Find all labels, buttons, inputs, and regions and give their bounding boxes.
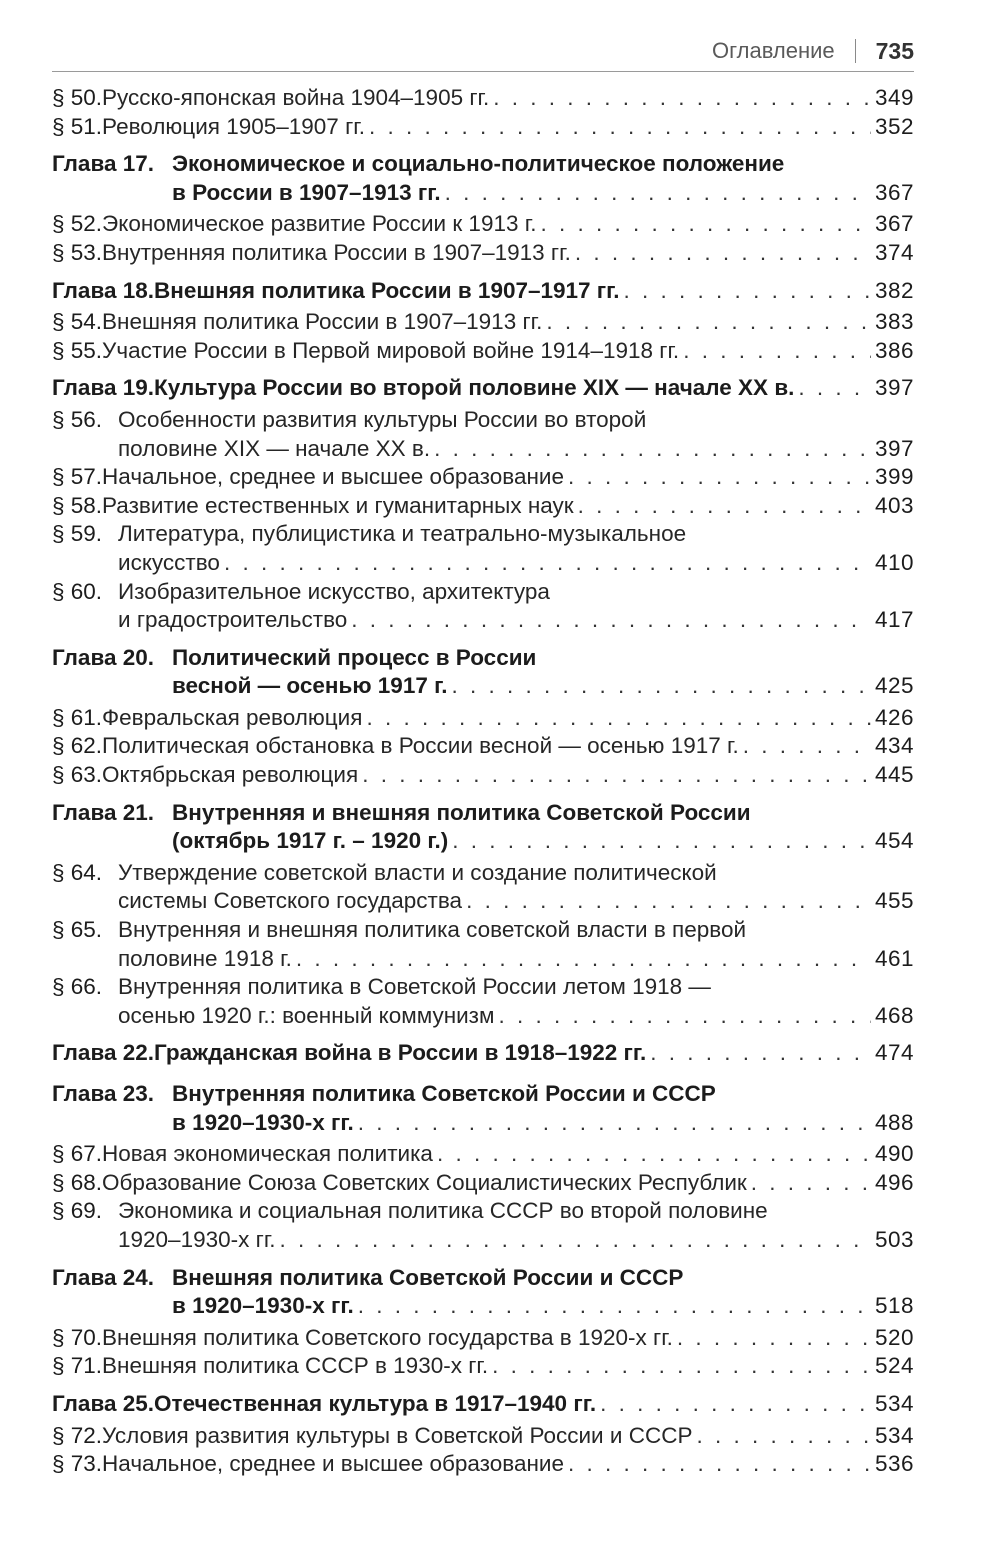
dot-leader xyxy=(437,1140,871,1169)
section-title: Утверждение советской власти и создание политической xyxy=(118,859,717,885)
toc-section-entry[interactable] xyxy=(52,916,914,973)
section-title: Литература, публицистика и театрально-музыкальное xyxy=(118,521,687,547)
chapter-number: Глава 25. xyxy=(52,1390,155,1416)
toc-section-entry[interactable] xyxy=(52,732,914,761)
toc-line xyxy=(52,1039,914,1068)
toc-page-number: 445 xyxy=(874,762,914,788)
chapter-title: в России в 1907–1913 гг. xyxy=(172,179,441,205)
dot-leader xyxy=(540,210,871,239)
chapter-spacer xyxy=(52,1071,914,1080)
section-title: Участие России в Первой мировой войне 1914–1918 гг. xyxy=(102,337,680,363)
section-title: Особенности развития культуры России во второй xyxy=(118,406,647,432)
toc-section-entry[interactable] xyxy=(52,1324,914,1353)
chapter-title: Внешняя политика Советской России и СССР xyxy=(172,1264,684,1290)
chapter-number: Глава 22. xyxy=(52,1040,155,1066)
toc-page-number: 397 xyxy=(874,375,914,401)
section-title: половине XIX — начале XX в. xyxy=(118,435,431,461)
toc-line xyxy=(52,704,914,733)
chapter-spacer xyxy=(52,790,914,799)
chapter-number: Глава 18. xyxy=(52,277,155,303)
dot-leader xyxy=(351,606,871,635)
section-number: § 69. xyxy=(52,1198,103,1224)
toc-section-entry[interactable] xyxy=(52,1352,914,1381)
table-of-contents xyxy=(52,84,914,1479)
toc-page-number: 455 xyxy=(874,888,914,914)
chapter-spacer xyxy=(52,141,914,150)
toc-section-entry[interactable] xyxy=(52,520,914,577)
toc-line xyxy=(52,916,914,945)
toc-page-number: 520 xyxy=(874,1324,914,1350)
section-title: Новая экономическая политика xyxy=(102,1141,433,1167)
toc-page-number: 434 xyxy=(874,733,914,759)
dot-leader xyxy=(369,113,871,142)
chapter-number: Глава 20. xyxy=(52,644,155,670)
running-head xyxy=(712,36,914,66)
dot-leader xyxy=(650,1039,871,1068)
toc-page-number: 534 xyxy=(874,1422,914,1448)
dot-leader xyxy=(696,1422,871,1451)
section-number: § 68. xyxy=(52,1169,103,1195)
dot-leader xyxy=(358,1109,871,1138)
toc-line xyxy=(52,761,914,790)
toc-page-number: 518 xyxy=(874,1293,914,1319)
section-title: Внешняя политика СССР в 1930-х гг. xyxy=(102,1353,489,1379)
section-number: § 60. xyxy=(52,578,103,604)
toc-section-entry[interactable] xyxy=(52,84,914,113)
toc-line xyxy=(52,1080,914,1109)
dot-leader xyxy=(224,549,871,578)
dot-leader xyxy=(451,672,870,701)
section-title: Экономика и социальная политика СССР во второй половине xyxy=(118,1198,768,1224)
section-number: § 53. xyxy=(52,239,103,265)
toc-page-number: 383 xyxy=(874,309,914,335)
dot-leader xyxy=(466,887,871,916)
dot-leader xyxy=(624,277,871,306)
chapter-spacer xyxy=(52,365,914,374)
toc-page-number: 468 xyxy=(874,1002,914,1028)
toc-line xyxy=(52,492,914,521)
chapter-spacer xyxy=(52,1381,914,1390)
chapter-title: в 1920–1930-х гг. xyxy=(172,1109,354,1135)
dot-leader xyxy=(798,374,871,403)
toc-chapter-entry[interactable] xyxy=(52,644,914,701)
section-number: § 51. xyxy=(52,113,103,139)
section-title: половине 1918 г. xyxy=(118,945,292,971)
toc-page-number: 503 xyxy=(874,1226,914,1252)
chapter-title: Внутренняя политика Советской России и СССР xyxy=(172,1081,716,1106)
toc-line xyxy=(52,374,914,403)
toc-line xyxy=(52,520,914,549)
dot-leader xyxy=(280,1226,871,1255)
chapter-title: Гражданская война в России в 1918–1922 гг. xyxy=(154,1040,647,1066)
toc-page-number: 352 xyxy=(874,113,914,139)
toc-line xyxy=(52,945,914,974)
toc-page-number: 425 xyxy=(874,673,914,699)
toc-line xyxy=(52,1169,914,1198)
section-title: Октябрьская революция xyxy=(102,762,359,788)
toc-section-entry[interactable] xyxy=(52,210,914,239)
section-title: Внешняя политика Советского государства в 1920-х гг. xyxy=(102,1324,673,1350)
dot-leader xyxy=(568,1450,871,1479)
toc-chapter-entry[interactable] xyxy=(52,150,914,207)
toc-line xyxy=(52,463,914,492)
toc-page-number: 399 xyxy=(874,464,914,490)
section-title: и градостроительство xyxy=(118,607,348,633)
dot-leader xyxy=(600,1390,871,1419)
section-number: § 71. xyxy=(52,1353,103,1379)
toc-chapter-entry[interactable] xyxy=(52,277,914,306)
toc-page-number: 374 xyxy=(874,239,914,265)
section-title: системы Советского государства xyxy=(118,888,463,914)
chapter-number: Глава 23. xyxy=(52,1081,155,1106)
toc-section-entry[interactable] xyxy=(52,1169,914,1198)
toc-line xyxy=(52,239,914,268)
section-title: искусство xyxy=(118,549,220,575)
chapter-number: Глава 17. xyxy=(52,151,155,177)
toc-line xyxy=(52,1292,914,1321)
toc-section-entry[interactable] xyxy=(52,1422,914,1451)
toc-section-entry[interactable] xyxy=(52,1197,914,1254)
toc-line xyxy=(52,210,914,239)
section-title: Экономическое развитие России к 1913 г. xyxy=(102,211,537,237)
toc-page-number: 461 xyxy=(874,945,914,971)
toc-line xyxy=(52,973,914,1002)
dot-leader xyxy=(546,308,871,337)
toc-section-entry[interactable] xyxy=(52,704,914,733)
toc-line xyxy=(52,84,914,113)
dot-leader xyxy=(493,84,871,113)
section-number: § 65. xyxy=(52,917,103,943)
section-number: § 59. xyxy=(52,521,103,547)
section-title: Начальное, среднее и высшее образование xyxy=(102,464,564,490)
toc-page-number: 367 xyxy=(874,211,914,237)
running-head-divider xyxy=(855,39,856,63)
toc-section-entry[interactable] xyxy=(52,492,914,521)
toc-chapter-entry[interactable] xyxy=(52,1080,914,1137)
section-title: Внутренняя политика России в 1907–1913 гг. xyxy=(102,239,571,265)
chapter-title: Отечественная культура в 1917–1940 гг. xyxy=(154,1390,597,1416)
toc-section-entry[interactable] xyxy=(52,239,914,268)
section-title: Политическая обстановка в России весной — осенью 1917 г. xyxy=(102,733,739,759)
toc-page-number: 524 xyxy=(874,1353,914,1379)
dot-leader xyxy=(683,337,871,366)
toc-chapter-entry[interactable] xyxy=(52,1390,914,1419)
chapter-spacer xyxy=(52,635,914,644)
toc-section-entry[interactable] xyxy=(52,1140,914,1169)
toc-line xyxy=(52,277,914,306)
toc-page-number: 397 xyxy=(874,435,914,461)
toc-page-number: 474 xyxy=(874,1040,914,1066)
chapter-title: Экономическое и социально-политическое положение xyxy=(172,151,785,177)
toc-line xyxy=(52,1324,914,1353)
section-number: § 70. xyxy=(52,1324,103,1350)
section-number: § 61. xyxy=(52,704,103,730)
toc-line xyxy=(52,1226,914,1255)
toc-line xyxy=(52,1264,914,1293)
section-title: Русско-японская война 1904–1905 гг. xyxy=(102,85,490,110)
toc-line xyxy=(52,799,914,828)
chapter-title: Внутренняя и внешняя политика Советской России xyxy=(172,799,751,825)
section-title: Развитие естественных и гуманитарных наук xyxy=(102,492,574,518)
chapter-title: Политический процесс в России xyxy=(172,644,537,670)
toc-page-number: 454 xyxy=(874,828,914,854)
chapter-title: Культура России во второй половине XIX — начале XX в. xyxy=(154,375,795,401)
section-number: § 73. xyxy=(52,1451,103,1477)
toc-line xyxy=(52,150,914,179)
chapter-number: Глава 24. xyxy=(52,1264,155,1290)
toc-line xyxy=(52,1002,914,1031)
toc-page-number: 386 xyxy=(874,337,914,363)
dot-leader xyxy=(751,1169,871,1198)
running-head-title: Оглавление xyxy=(711,38,835,63)
toc-line xyxy=(52,337,914,366)
dot-leader xyxy=(498,1002,870,1031)
section-number: § 72. xyxy=(52,1422,103,1448)
section-number: § 66. xyxy=(52,974,103,1000)
toc-line xyxy=(52,406,914,435)
toc-line xyxy=(52,606,914,635)
section-number: § 58. xyxy=(52,492,103,518)
toc-section-entry[interactable] xyxy=(52,406,914,463)
section-number: § 54. xyxy=(52,309,103,335)
chapter-title: Внешняя политика России в 1907–1917 гг. xyxy=(154,277,620,303)
chapter-title: (октябрь 1917 г. – 1920 г.) xyxy=(172,828,449,854)
toc-line xyxy=(52,179,914,208)
section-title: Революция 1905–1907 гг. xyxy=(102,113,365,139)
dot-leader xyxy=(358,1292,871,1321)
toc-section-entry[interactable] xyxy=(52,859,914,916)
dot-leader xyxy=(492,1352,871,1381)
section-title: Начальное, среднее и высшее образование xyxy=(102,1451,564,1477)
chapter-spacer xyxy=(52,1030,914,1039)
toc-line xyxy=(52,1390,914,1419)
toc-section-entry[interactable] xyxy=(52,761,914,790)
dot-leader xyxy=(677,1324,871,1353)
section-number: § 55. xyxy=(52,337,103,363)
toc-page-number: 496 xyxy=(874,1169,914,1195)
toc-line xyxy=(52,578,914,607)
toc-page-number: 403 xyxy=(874,492,914,518)
toc-page-number: 488 xyxy=(874,1109,914,1135)
section-title: Внутренняя политика в Советской России летом 1918 — xyxy=(118,974,711,1000)
dot-leader xyxy=(568,463,871,492)
toc-page-number: 426 xyxy=(874,704,914,730)
toc-line xyxy=(52,1109,914,1138)
section-number: § 62. xyxy=(52,733,103,759)
dot-leader xyxy=(452,827,871,856)
section-title: осенью 1920 г.: военный коммунизм xyxy=(118,1002,495,1028)
toc-section-entry[interactable] xyxy=(52,973,914,1030)
section-number: § 63. xyxy=(52,762,103,788)
dot-leader xyxy=(743,732,871,761)
chapter-spacer xyxy=(52,1255,914,1264)
section-number: § 57. xyxy=(52,464,103,490)
toc-line xyxy=(52,732,914,761)
dot-leader xyxy=(575,239,871,268)
dot-leader xyxy=(296,945,871,974)
dot-leader xyxy=(366,704,871,733)
section-number: § 64. xyxy=(52,859,103,885)
header-rule xyxy=(52,71,914,72)
toc-page-number: 410 xyxy=(874,549,914,575)
section-number: § 52. xyxy=(52,211,103,237)
section-title: Февральская революция xyxy=(102,704,363,730)
toc-line xyxy=(52,435,914,464)
dot-leader xyxy=(445,179,871,208)
chapter-title: весной — осенью 1917 г. xyxy=(172,673,448,699)
section-number: § 67. xyxy=(52,1141,103,1167)
toc-line xyxy=(52,1140,914,1169)
toc-line xyxy=(52,1450,914,1479)
toc-page-number: 536 xyxy=(874,1451,914,1477)
toc-page-number: 534 xyxy=(874,1390,914,1416)
section-number: § 56. xyxy=(52,406,103,432)
section-title: Образование Союза Советских Социалистических Республик xyxy=(102,1169,747,1195)
toc-page-number: 382 xyxy=(874,277,914,303)
toc-page-number: 349 xyxy=(874,85,914,110)
toc-page-number: 417 xyxy=(874,607,914,633)
section-title: Изобразительное искусство, архитектура xyxy=(118,578,550,604)
toc-line xyxy=(52,827,914,856)
toc-line xyxy=(52,672,914,701)
chapter-spacer xyxy=(52,268,914,277)
toc-line xyxy=(52,113,914,142)
toc-line xyxy=(52,308,914,337)
section-number: § 50. xyxy=(52,85,103,110)
section-title: 1920–1930-х гг. xyxy=(118,1226,276,1252)
toc-chapter-entry[interactable] xyxy=(52,799,914,856)
section-title: Внутренняя и внешняя политика советской власти в первой xyxy=(118,917,747,943)
toc-section-entry[interactable] xyxy=(52,463,914,492)
chapter-number: Глава 19. xyxy=(52,375,155,401)
dot-leader xyxy=(578,492,871,521)
dot-leader xyxy=(362,761,871,790)
toc-line xyxy=(52,887,914,916)
section-title: Условия развития культуры в Советской России и СССР xyxy=(102,1422,693,1448)
toc-page-number: 367 xyxy=(874,179,914,205)
dot-leader xyxy=(434,435,871,464)
section-title: Внешняя политика России в 1907–1913 гг. xyxy=(102,309,543,335)
toc-line xyxy=(52,1197,914,1226)
toc-chapter-entry[interactable] xyxy=(52,1264,914,1321)
toc-chapter-entry[interactable] xyxy=(52,1039,914,1068)
toc-line xyxy=(52,1352,914,1381)
chapter-title: в 1920–1930-х гг. xyxy=(172,1293,354,1319)
toc-section-entry[interactable] xyxy=(52,337,914,366)
chapter-number: Глава 21. xyxy=(52,799,155,825)
toc-line xyxy=(52,1422,914,1451)
toc-section-entry[interactable] xyxy=(52,578,914,635)
page-number: 735 xyxy=(875,37,914,64)
toc-page-number: 490 xyxy=(874,1141,914,1167)
toc-section-entry[interactable] xyxy=(52,1450,914,1479)
toc-section-entry[interactable] xyxy=(52,113,914,142)
toc-chapter-entry[interactable] xyxy=(52,374,914,403)
toc-line xyxy=(52,549,914,578)
toc-line xyxy=(52,644,914,673)
toc-section-entry[interactable] xyxy=(52,308,914,337)
toc-line xyxy=(52,859,914,888)
